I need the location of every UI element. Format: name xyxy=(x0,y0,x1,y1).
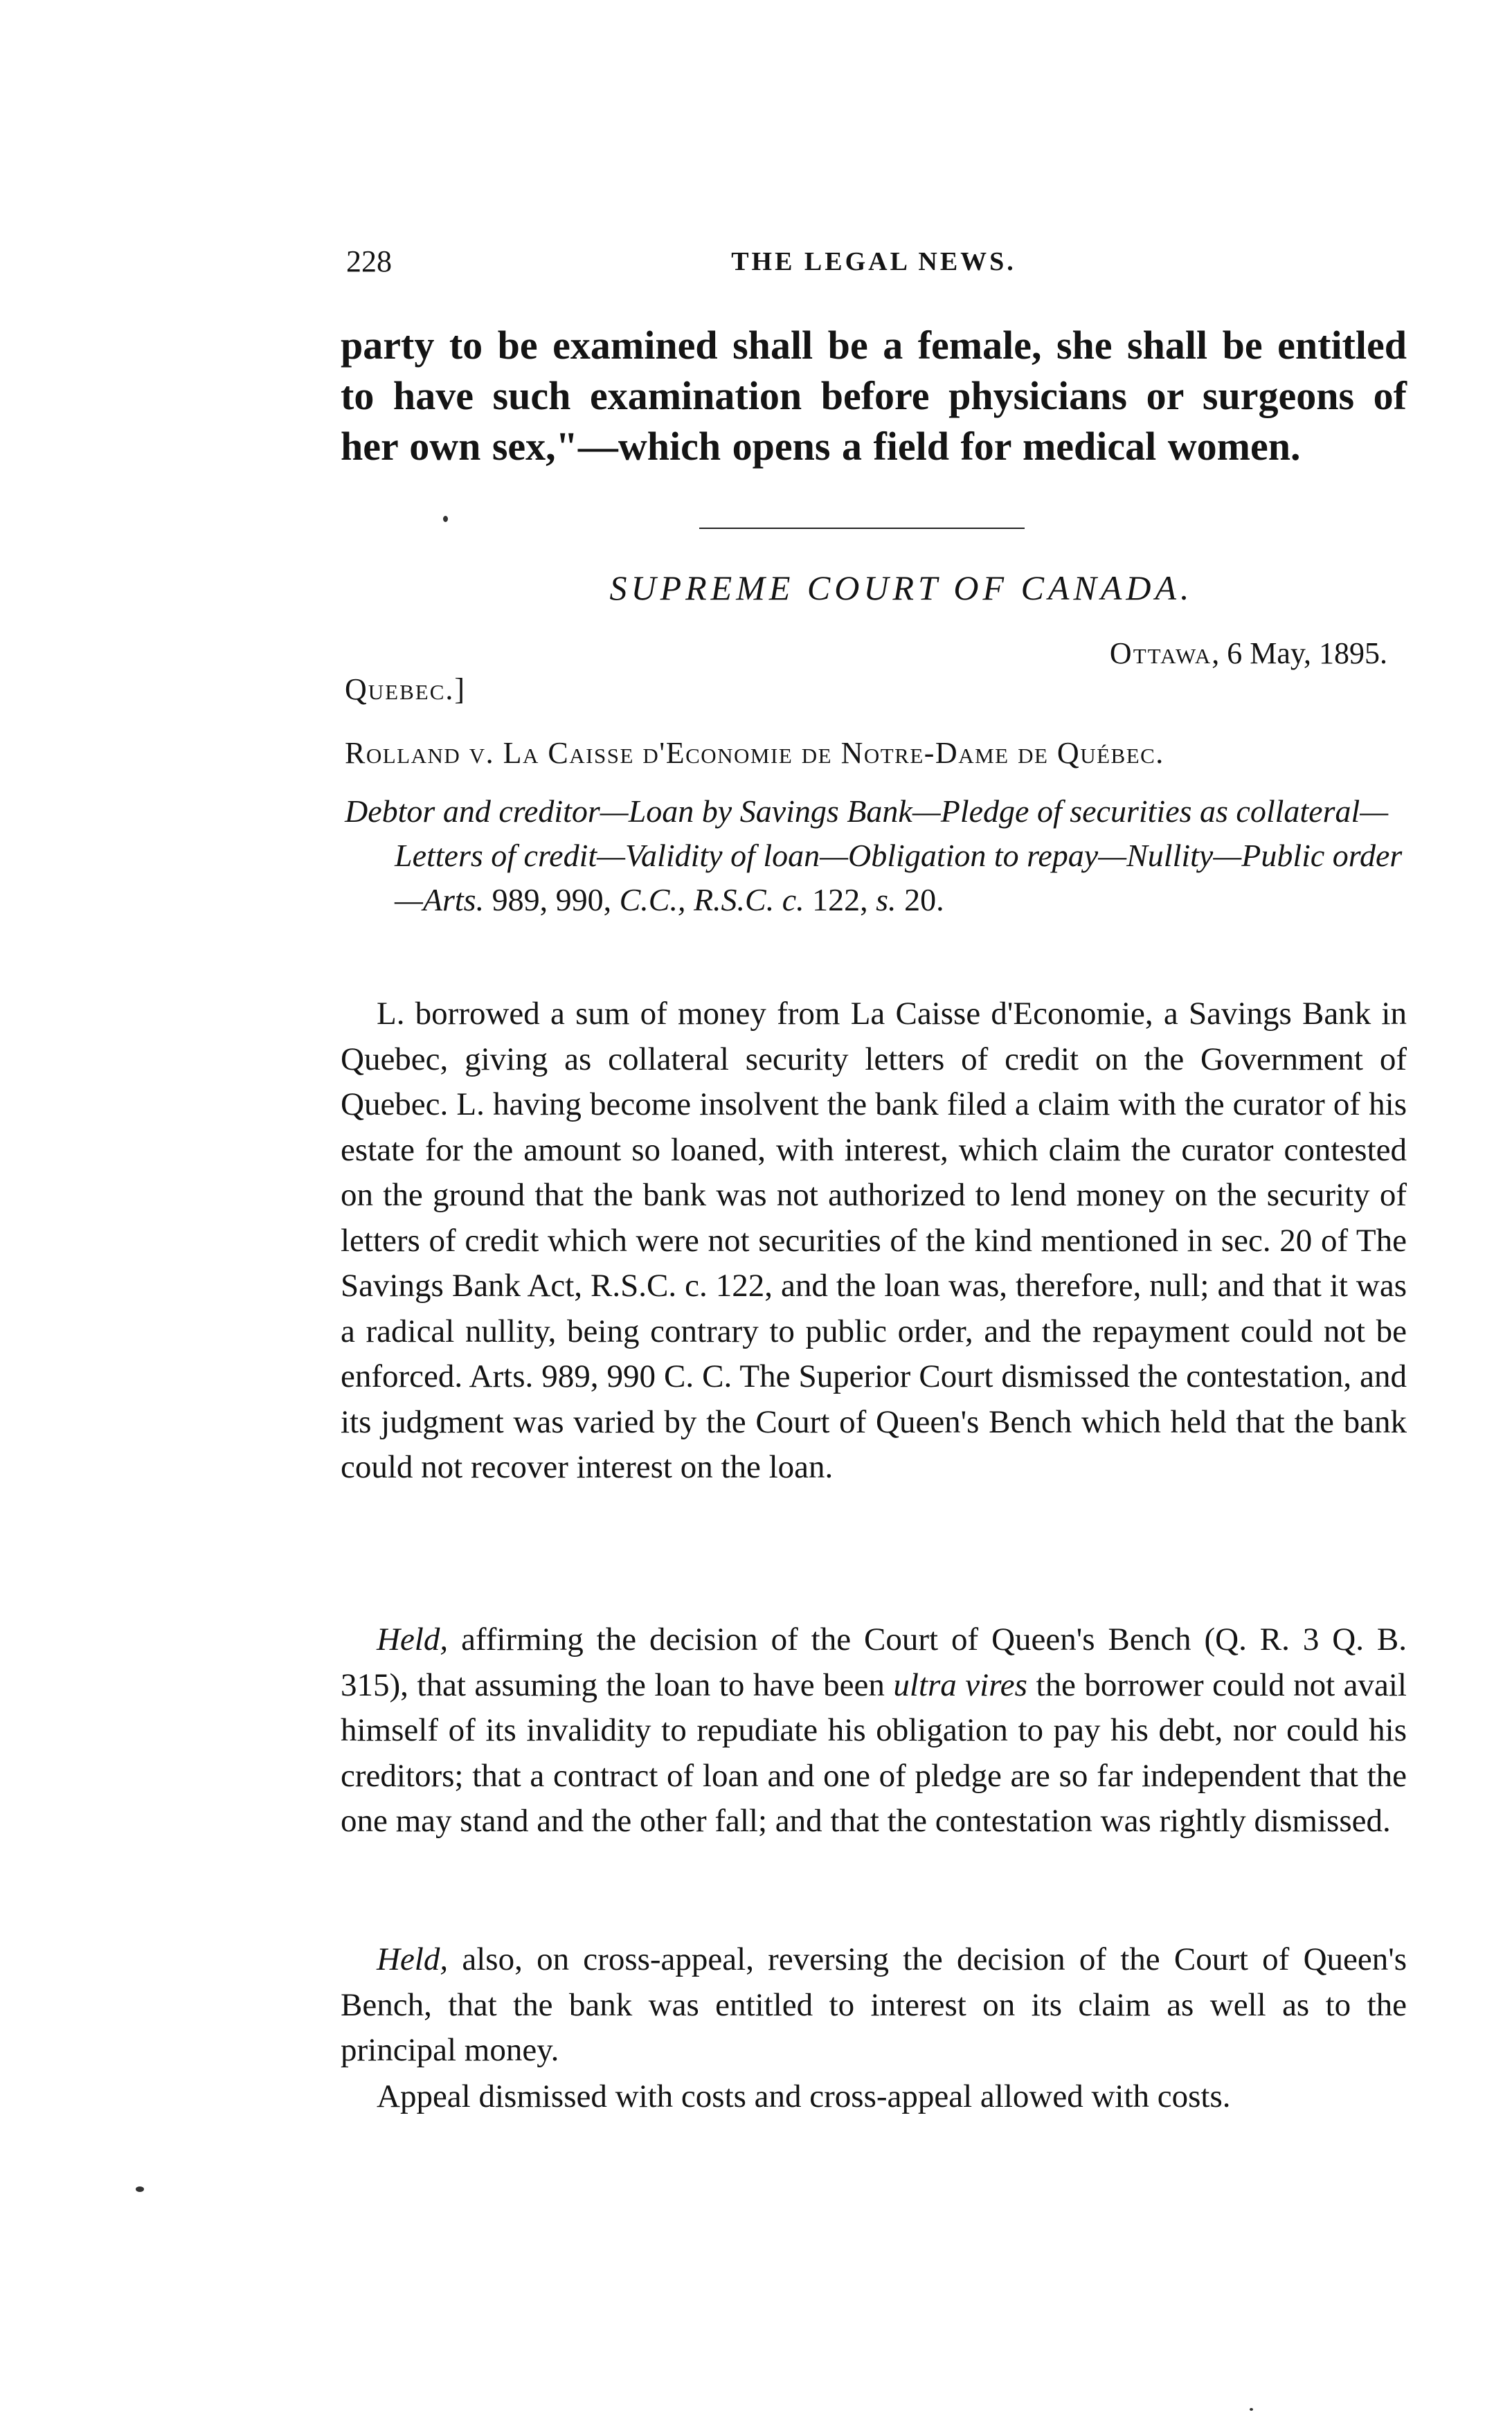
province-label: Quebec.] xyxy=(345,672,467,706)
page-number: 228 xyxy=(346,244,392,278)
headnote-section-number: 20. xyxy=(896,882,944,917)
cross-appeal-lead: Held, xyxy=(377,1941,449,1977)
cross-appeal-paragraph xyxy=(341,1937,1407,2074)
headnote-keywords: Debtor and creditor—Loan by Savings Bank—Pledge of securities as collateral— Letters of credit—Validity of loan—Obligation to repay—Nullity—Public order—Arts. xyxy=(345,793,1403,917)
dateline-date: , 6 May, 1895. xyxy=(1212,636,1387,670)
held-paragraph-block xyxy=(341,1617,1407,1844)
dateline-place: Ottawa xyxy=(1109,636,1212,670)
held-lead: Held, xyxy=(377,1621,449,1657)
held-text-b: the borrower could not avail himself of its invalidity to repudiate his obligation to pay his debt, nor could his creditors; that a contract of loan and one of pledge are so far independent that the one may stand and the other fall; and that the contestation was rightly dismissed. xyxy=(341,1666,1407,1839)
continuation-paragraph: party to be examined shall be a female, she shall be entitled to have such examination before physicians or surgeons of her own sex,"—which opens a field for medical women. xyxy=(341,323,1407,469)
section-divider xyxy=(699,528,1025,529)
disposition-paragraph-block xyxy=(341,2074,1407,2120)
print-speck xyxy=(136,2186,144,2192)
held-paragraph xyxy=(341,1617,1407,1844)
disposition-paragraph: Appeal dismissed with costs and cross-appeal allowed with costs. xyxy=(377,2078,1231,2114)
print-speck xyxy=(1250,2408,1253,2411)
facts-paragraph: L. borrowed a sum of money from La Caisse d'Economie, a Savings Bank in Quebec, giving as collateral security letters of credit on the Government of Quebec. L. having become insolvent the bank filed a claim with the curator of his estate for the amount so loaned, with interest, which claim the curator contested on the ground that the bank was not authorized to lend money on the security of letters of credit which were not securities of the kind mentioned in sec. 20 of The Savings Bank Act, R.S.C. c. 122, and the loan was, therefore, null; and that it was a radical nullity, being contrary to public order, and the repayment could not be enforced. Arts. 989, 990 C. C. The Superior Court dismissed the contestation, and its judgment was varied by the Court of Queen's Bench which held that the bank could not recover interest on the loan. xyxy=(341,996,1407,1485)
case-title: Rolland v. La Caisse d'Economie de Notre-Dame de Québec. xyxy=(345,736,1164,770)
headnote-articles: 989, 990, xyxy=(484,882,620,917)
headnote xyxy=(345,789,1405,922)
facts-paragraph-block xyxy=(341,991,1407,1491)
ultra-vires-phrase: ultra vires xyxy=(893,1666,1027,1703)
headnote-section-abbr: s. xyxy=(876,882,897,917)
headnote-chapter: 122, xyxy=(804,882,876,917)
cross-appeal-paragraph-block xyxy=(341,1937,1407,2074)
print-speck xyxy=(443,516,448,522)
running-title: THE LEGAL NEWS. xyxy=(731,247,1016,276)
headnote-codes: C.C., R.S.C. c. xyxy=(619,882,804,917)
page-header xyxy=(341,244,1407,285)
court-heading: SUPREME COURT OF CANADA. xyxy=(609,568,1194,607)
cross-appeal-text: also, on cross-appeal, reversing the decision of the Court of Queen's Bench, that the bank was entitled to interest on its claim as well as to the principal money. xyxy=(341,1941,1407,2068)
held-text-a: affirming the decision of the Court of Queen's Bench (Q. R. 3 Q. B. 315), that assuming the loan to have been xyxy=(341,1621,1407,1703)
dateline xyxy=(1110,636,1387,671)
